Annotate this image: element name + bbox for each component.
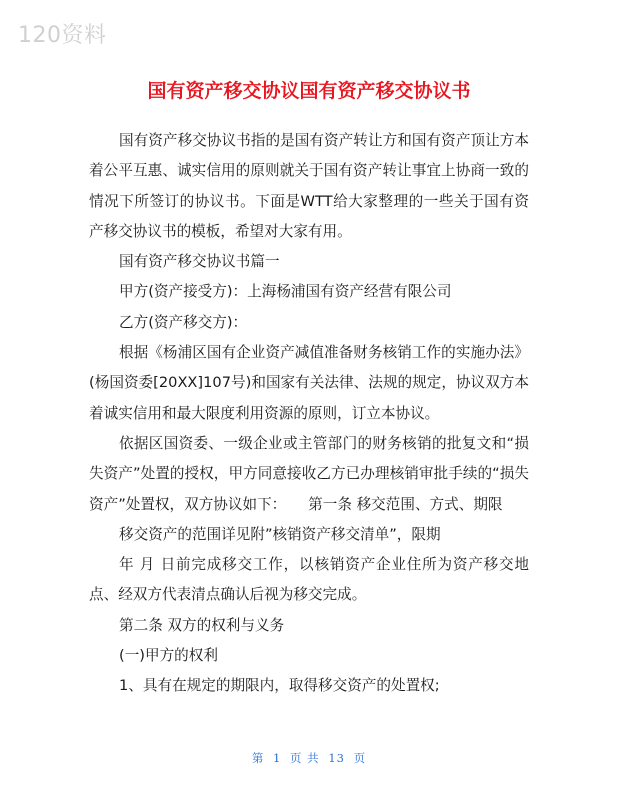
watermark-logo: 120资料 [18, 23, 107, 48]
paragraph-section-heading: 国有资产移交协议书篇一 [119, 253, 280, 271]
paragraph-intro: 国有资产移交协议书指的是国有资产转让方和国有资产顶让方本着公平互惠、诚实信用的原则就关于国有资产转让事宜上协商一致的情况下所签订的协议书。下面是WTT给大家整理的一些关于国有资产移交协议书的模板，希望对大家有用。 [89, 132, 529, 240]
paragraph-deadline: 年 月 日前完成移交工作，以核销资产企业住所为资产移交地点、经双方代表清点确认后视为移交完成。 [89, 556, 529, 604]
paragraph-party-a: 甲方(资产接受方)：上海杨浦国有资产经营有限公司 [119, 283, 452, 301]
document-body [89, 126, 529, 702]
paragraph-right-1: 1、具有在规定的期限内，取得移交资产的处置权; [119, 677, 440, 695]
footer-page-number: 1 [273, 751, 282, 765]
footer-suffix: 页 [353, 751, 367, 765]
paragraph-party-b: 乙方(资产移交方)： [119, 313, 248, 331]
footer-middle: 页 共 [290, 751, 320, 765]
footer-prefix: 第 [251, 751, 265, 765]
paragraph-basis: 根据《杨浦区国有企业资产减值准备财务核销工作的实施办法》(杨国资委[20XX]107号)和国家有关法律、法规的规定，协议双方本着诚实信用和最大限度利用资源的原则，订立本协议。 [89, 344, 529, 422]
footer-total-pages: 13 [328, 751, 345, 765]
page-footer [0, 750, 618, 766]
paragraph-party-a-rights: (一)甲方的权利 [119, 647, 218, 665]
paragraph-authorization: 依据区国资委、一级企业或主管部门的财务核销的批复文和“损失资产”处置的授权，甲方同意接收乙方已办理核销审批手续的“损失资产”处置权，双方协议如下： 第一条 移交范围、方式、期限 [89, 434, 529, 513]
document-title: 国有资产移交协议国有资产移交协议书 [147, 80, 471, 102]
paragraph-scope: 移交资产的范围详见附”核销资产移交清单”，限期 [119, 525, 441, 543]
paragraph-article-2: 第二条 双方的权利与义务 [119, 616, 285, 634]
